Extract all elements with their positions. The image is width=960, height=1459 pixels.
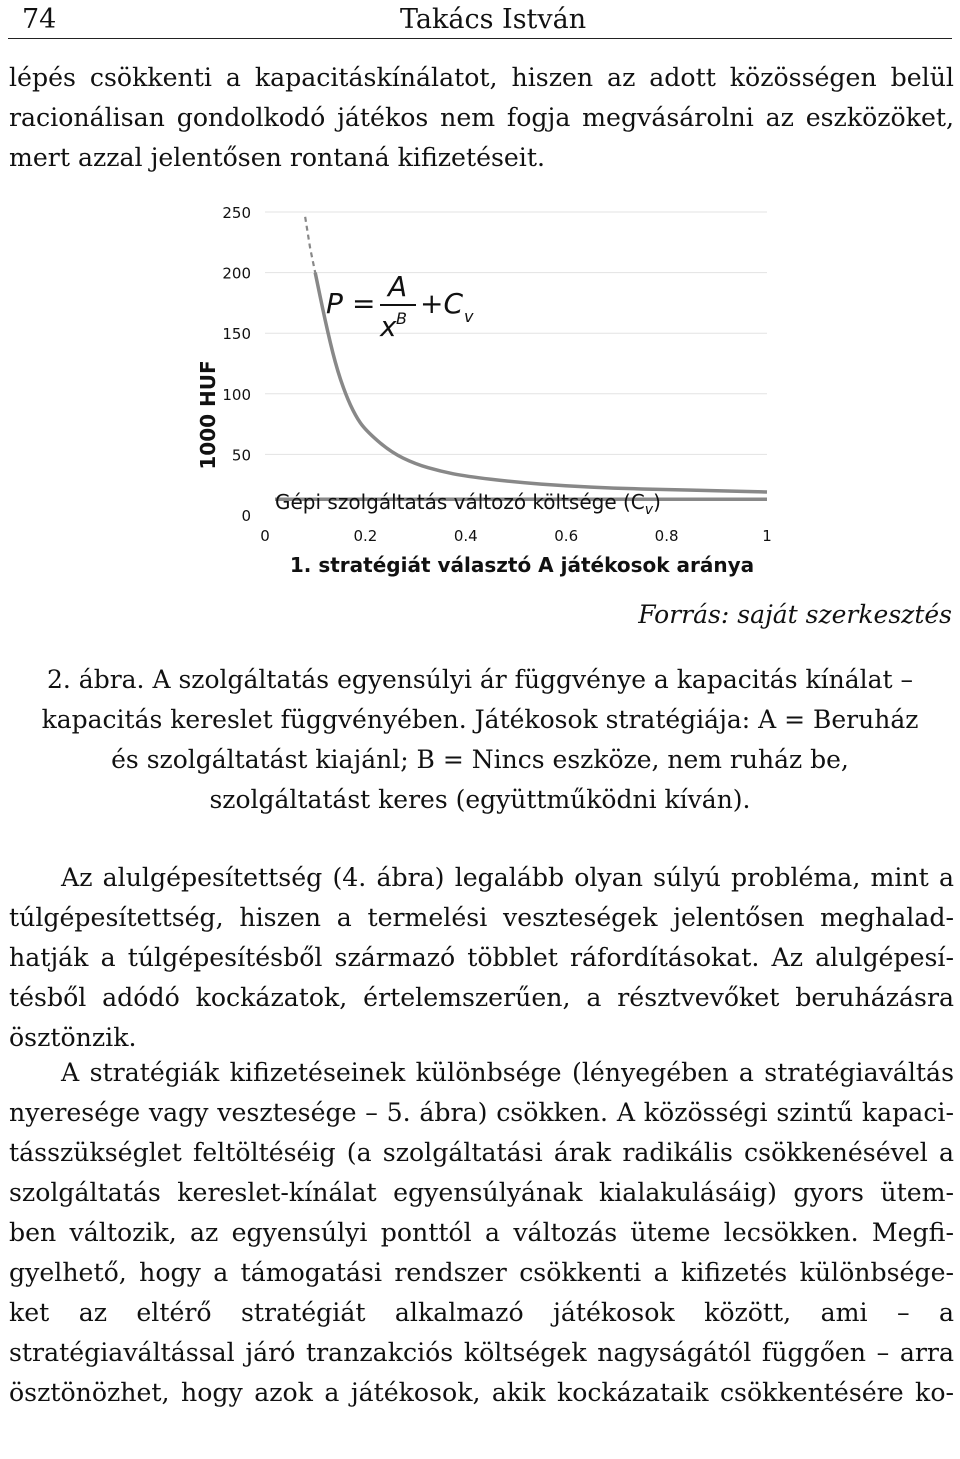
x-tick-label: 0.2 <box>353 527 378 545</box>
text-line: racionálisan gondolkodó játékos nem fogja megvásárolni az eszközöket, <box>9 103 954 132</box>
text-line: ösztönözhet, hogy azok a játékosok, akik kockázataik csökkentésére ko- <box>9 1378 954 1407</box>
price-curve-dashed-segment <box>305 217 315 273</box>
formula-denominator-x: x <box>380 310 397 343</box>
text-line: túlgépesítettség, hiszen a termelési veszteségek jelentősen meghalad- <box>9 903 954 932</box>
body-paragraph-1 <box>9 858 954 1058</box>
formula-plus-cv: +C <box>420 287 464 320</box>
caption-line: 2. ábra. A szolgáltatás egyensúlyi ár függvénye a kapacitás kínálat – <box>46 665 914 694</box>
x-tick-label: 1 <box>762 527 772 545</box>
gridlines <box>265 212 767 454</box>
formula-numerator-a: A <box>388 270 408 303</box>
baseline-label-close: ) <box>653 490 661 514</box>
page-number: 74 <box>22 4 57 35</box>
text-line: nyeresége vagy vesztesége – 5. ábra) csökken. A közösségi szintű kapaci- <box>9 1098 954 1127</box>
intro-paragraph <box>9 58 954 178</box>
y-tick-label: 150 <box>222 325 251 344</box>
y-tick-labels <box>222 204 251 525</box>
running-title-author: Takács István <box>400 4 587 35</box>
running-header <box>8 0 952 39</box>
figure-source: Forrás: saját szerkesztés <box>638 600 952 629</box>
y-tick-label: 200 <box>222 264 251 283</box>
text-line: hatják a túlgépesítésből származó többlet ráfordításokat. Az alulgépesí- <box>9 943 954 972</box>
x-tick-label: 0.8 <box>654 527 679 545</box>
baseline-label-text: Gépi szolgáltatás változó költsége (C <box>275 490 645 514</box>
y-tick-label: 0 <box>241 507 251 525</box>
text-line: A stratégiák kifizetéseinek különbsége (lényegében a stratégiaváltás <box>61 1058 954 1087</box>
text-line: gyelhető, hogy a támogatási rendszer csökkenti a kifizetés különbsége- <box>9 1258 954 1287</box>
y-tick-label: 50 <box>231 446 251 465</box>
x-tick-label: 0.4 <box>453 527 478 545</box>
figure-caption <box>20 660 940 820</box>
text-line: ket az eltérő stratégiát alkalmazó játékosok között, ami – a <box>9 1298 954 1327</box>
x-axis-label: 1. stratégiát választó A játékosok aránya <box>289 553 755 577</box>
formula-subscript-v: v <box>464 307 474 326</box>
formula-exponent-b: B <box>396 309 407 328</box>
text-line: ösztönzik. <box>9 1023 137 1052</box>
caption-line: szolgáltatást keres (együttműködni kíván). <box>209 785 751 814</box>
formula-equals: = <box>352 287 376 320</box>
text-line: Az alulgépesítettség (4. ábra) legalább olyan súlyú probléma, mint a <box>61 863 954 892</box>
formula-annotation <box>326 270 474 343</box>
body-paragraph-2 <box>9 1053 954 1413</box>
y-tick-label: 100 <box>222 385 251 404</box>
text-line: tásszükséglet feltöltéséig (a szolgáltatási árak radikális csökkenésével a <box>9 1138 954 1167</box>
baseline-label <box>275 490 661 518</box>
caption-line: és szolgáltatást kiajánl; B = Nincs eszköze, nem ruház be, <box>111 745 849 774</box>
text-line: mert azzal jelentősen rontaná kifizetéseit. <box>9 143 545 172</box>
text-line: tésből adódó kockázatok, értelemszerűen, a résztvevőket beruházásra <box>9 983 954 1012</box>
price-chart <box>180 190 800 590</box>
svg-text:Gépi szolgáltatás változó költ <box>275 490 661 518</box>
caption-line: kapacitás kereslet függvényében. Játékosok stratégiája: A = Beruház <box>41 705 919 734</box>
y-axis-label: 1000 HUF <box>196 360 220 470</box>
text-line: ben változik, az egyensúlyi ponttól a változás üteme lecsökken. Megfi- <box>9 1218 954 1247</box>
text-line: stratégiaváltással járó tranzakciós költségek nagyságától függően – arra <box>9 1338 954 1367</box>
text-line: lépés csökkenti a kapacitáskínálatot, hiszen az adott közösségen belül <box>9 63 954 92</box>
x-tick-label: 0.6 <box>554 527 579 545</box>
text-line: szolgáltatás kereslet-kínálat egyensúlyának kialakulásáig) gyors ütem- <box>9 1178 954 1207</box>
x-tick-label: 0 <box>260 527 270 545</box>
x-tick-labels <box>260 527 772 545</box>
baseline-label-sub: v <box>644 502 654 518</box>
figure-price-curve <box>180 190 800 590</box>
formula-p: P <box>326 287 343 320</box>
y-tick-label: 250 <box>222 204 251 222</box>
